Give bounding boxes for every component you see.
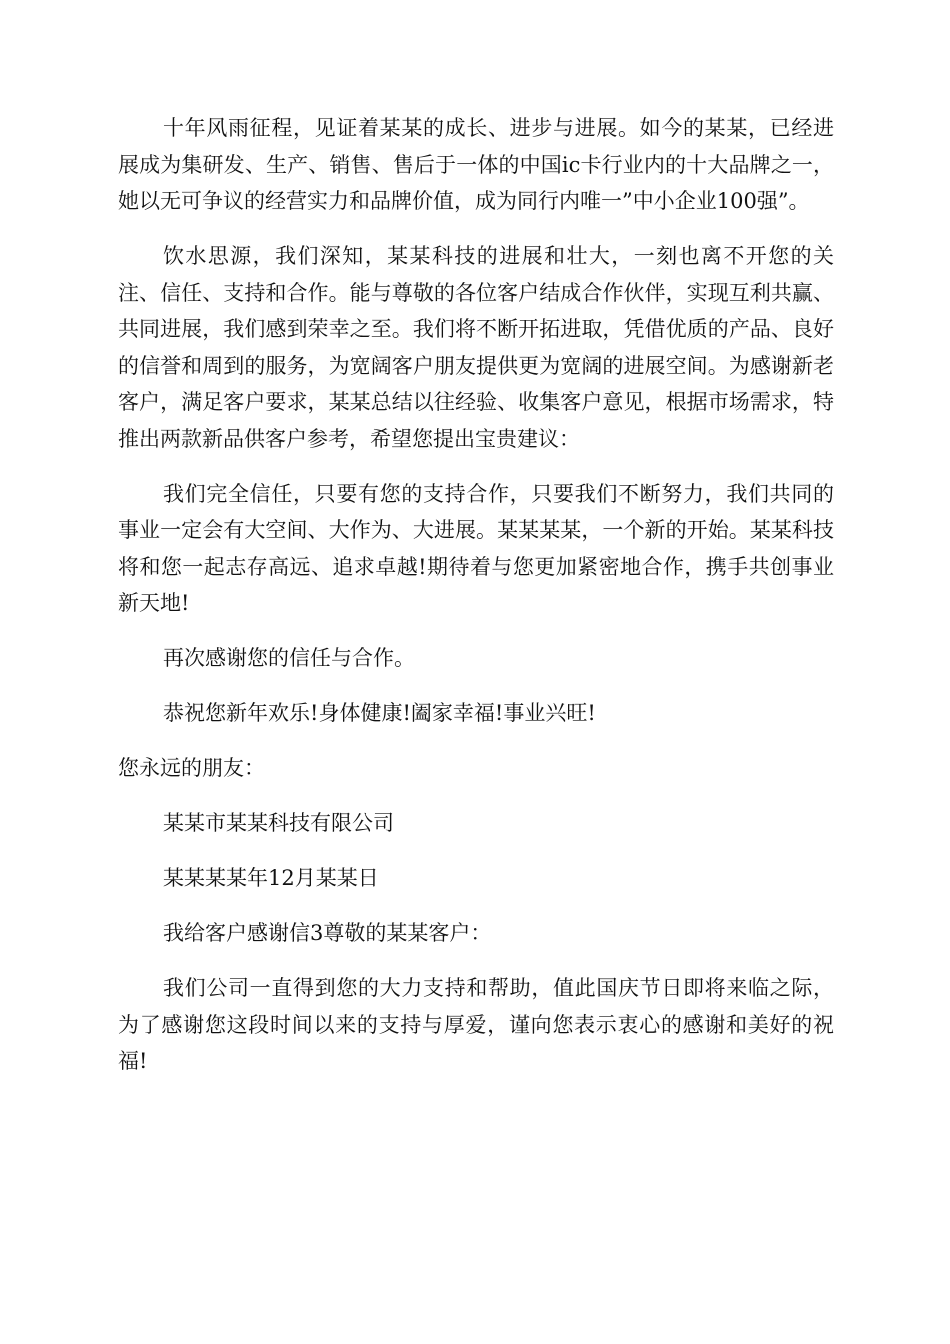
paragraph-company-history: 十年风雨征程，见证着某某的成长、进步与进展。如今的某某，已经进展成为集研发、生产、销售、售后于一体的中国ic卡行业内的十大品牌之一，她以无可争议的经营实力和品牌价值，成为同行内唯一”中小企业100强”。 <box>118 116 834 213</box>
paragraph-thanks-customers: 饮水思源，我们深知，某某科技的进展和壮大，一刻也离不开您的关注、信任、支持和合作。能与尊敬的各位客户结成合作伙伴，实现互利共赢、共同进展，我们感到荣幸之至。我们将不断开拓进取，凭借优质的产品、良好的信誉和周到的服务，为宽阔客户朋友提供更为宽阔的进展空间。为感谢新老客户，满足客户要求，某某总结以往经验、收集客户意见，根据市场需求，特推出两款新品供客户参考，希望您提出宝贵建议： <box>118 244 834 451</box>
paragraph-new-year-wishes: 恭祝您新年欢乐!身体健康!阖家幸福!事业兴旺! <box>163 701 596 725</box>
letter-body <box>118 110 834 1098</box>
paragraph-national-day-thanks: 我们公司一直得到您的大力支持和帮助，值此国庆节日即将来临之际，为了感谢您这段时间以来的支持与厚爱，谨向您表示衷心的感谢和美好的祝福! <box>118 976 834 1073</box>
signature-date: 某某某某年12月某某日 <box>163 866 379 890</box>
signature-company: 某某市某某科技有限公司 <box>163 811 394 835</box>
second-letter-heading: 我给客户感谢信3尊敬的某某客户： <box>163 921 492 945</box>
paragraph-future-cooperation: 我们完全信任，只要有您的支持合作，只要我们不断努力，我们共同的事业一定会有大空间、大作为、大进展。某某某某，一个新的开始。某某科技将和您一起志存高远、追求卓越!期待着与您更加紧密地合作，携手共创事业新天地! <box>118 481 834 615</box>
closing-salutation: 您永远的朋友： <box>118 756 265 780</box>
paragraph-thanks-again: 再次感谢您的信任与合作。 <box>163 646 415 670</box>
